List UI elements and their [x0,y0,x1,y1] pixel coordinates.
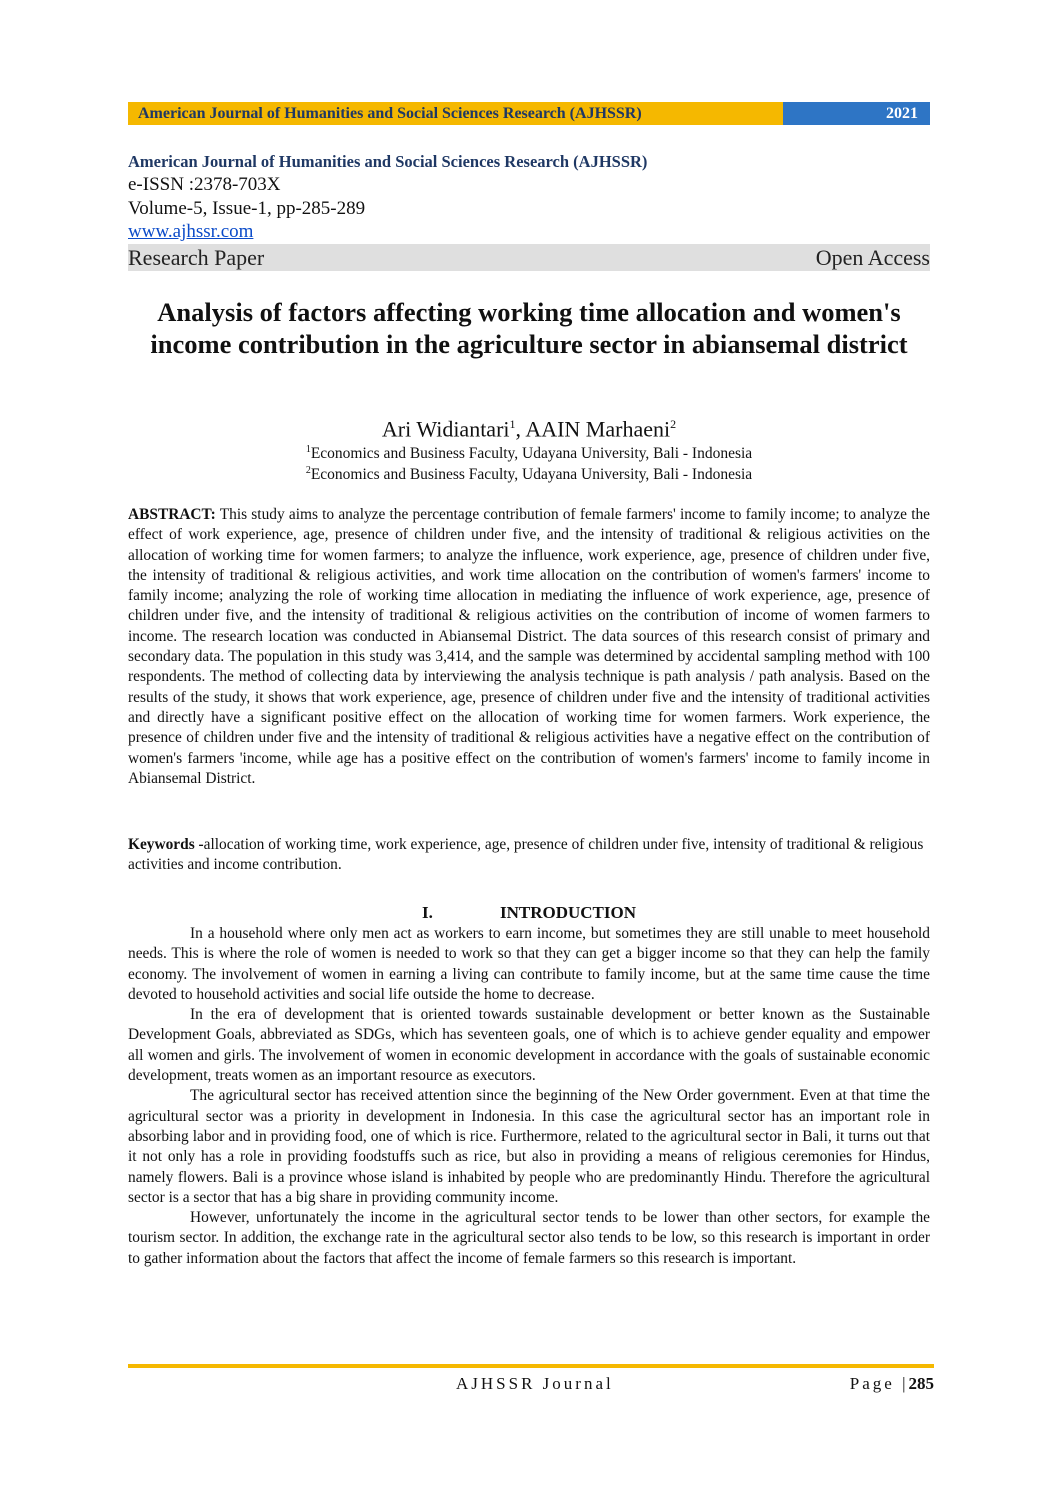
keywords-text: allocation of working time, work experience, age, presence of children under five, intensity of traditional & religious activities and income contribution. [128,836,924,874]
journal-issn: e-ISSN :2378-703X [128,174,281,195]
page-footer [128,1374,934,1398]
author-name: Ari Widiantari [381,416,510,442]
running-header [128,102,930,125]
author-separator: , [515,416,526,442]
abstract-label: ABSTRACT: [128,506,216,523]
section-heading [128,902,930,924]
running-header-journal: American Journal of Humanities and Social Sciences Research (AJHSSR) [128,102,783,125]
body-paragraph: In the era of development that is oriented towards sustainable development or better known as the Sustainable Development Goals, abbreviated as SDGs, which has seventeen goals, one of which is to achieve gender equality and empower all women and girls. The involvement of women in economic development in accordance with the goals of sustainable economic development, treats women as an important resource as executors. [128,1006,930,1085]
footer-page-label: Page | [849,1374,909,1393]
section-title: INTRODUCTION [499,903,637,922]
introduction-body [128,924,930,1269]
affiliation [128,461,930,485]
body-paragraph: In a household where only men act as workers to earn income, but sometimes they are still unable to meet household needs. This is where the role of women is needed to work so that they can get a bigger income so that they can help the family economy. The involvement of women in earning a living can contribute to family income, but at the same time cause the time devoted to household activities and social life outside the home to decrease. [128,925,930,1003]
running-header-year: 2021 [783,102,930,125]
footer-journal: AJHSSR Journal [456,1374,614,1393]
journal-info [128,151,930,271]
body-paragraph: However, unfortunately the income in the agricultural sector tends to be lower than other sectors, for example the tourism sector. In addition, the exchange rate in the agricultural sector also tends to be low, so this research is important in order to gather information about the factors that affect the income of female farmers so this research is important. [128,1209,930,1267]
affiliation-text: Economics and Business Faculty, Udayana University, Bali - Indonesia [310,466,753,484]
footer-page [850,1374,934,1394]
access-type: Open Access [815,244,930,270]
footer-divider [128,1364,934,1368]
keywords [128,835,930,876]
author-name: AAIN Marhaeni [525,416,671,442]
author-affil-sup: 1 [509,417,516,431]
keywords-label: Keywords - [128,836,204,853]
paper-type-bar [128,244,930,271]
affiliation-text: Economics and Business Faculty, Udayana University, Bali - Indonesia [310,445,753,463]
abstract-text: This study aims to analyze the percentage contribution of female farmers' income to family income; to analyze the effect of work experience, age, presence of children under five, and the intensity of traditional & religious activities on the allocation of working time for women farmers; to analyze the influence, work experience, age, presence of children under five, the intensity of traditional & religious activities, and work time allocation on the contribution of women's farmers' income to family income; analyzing the role of working time allocation in mediating the influence of work experience, age, presence of children under five, and the intensity of traditional & religious activities on the contribution of income of women farmers to income. The research location was conducted in Abiansemal District. The data sources of this research consist of primary and secondary data. The population in this study was 3,414, and the sample was determined by accidental sampling method with 100 respondents. The method of collecting data by interviewing the analysis technique is path analysis / path analysis. Based on the results of the study, it shows that work experience, age, presence of children under five and the intensity of traditional activities and directly have a significant positive effect on the allocation of working time for women farmers. Work experience, the presence of children under five and the intensity of traditional & religious activities have a negative effect on the contribution of women's farmers 'income, while age has a positive effect on the contribution of women's farmers' income to family income in Abiansemal District. [128,506,930,787]
author-affil-sup: 2 [670,417,677,431]
affiliation-sup: 1 [305,444,311,455]
footer-page-number: 285 [908,1374,934,1393]
affiliation-sup: 2 [305,465,311,476]
journal-website-link[interactable]: www.ajhssr.com [128,221,254,242]
journal-volume: Volume-5, Issue-1, pp-285-289 [128,198,366,219]
authors [128,410,930,443]
body-paragraph: The agricultural sector has received attention since the beginning of the New Order government. Even at that time the agricultural sector was a priority in development in Indonesia. In this case the agricultural sector has an important role in absorbing labor and in providing food, one of which is rice. Furthermore, related to the agricultural sector in Bali, it turns out that it not only has a role in providing foodstuffs such as rice, but also in providing a means of religious ceremonies for Hindus, namely flowers. Bali is a province whose island is inhabited by people who are predominantly Hindu. Therefore the agricultural sector is a sector that has a big share in providing community income. [128,1087,930,1206]
paper-title: Analysis of factors affecting working time allocation and women's income contribution in the agriculture sector in abiansemal district [150,297,908,359]
abstract [128,505,930,789]
section-number: I. [421,903,433,922]
journal-name: American Journal of Humanities and Social Sciences Research (AJHSSR) [128,152,648,171]
paper-type: Research Paper [128,244,265,270]
